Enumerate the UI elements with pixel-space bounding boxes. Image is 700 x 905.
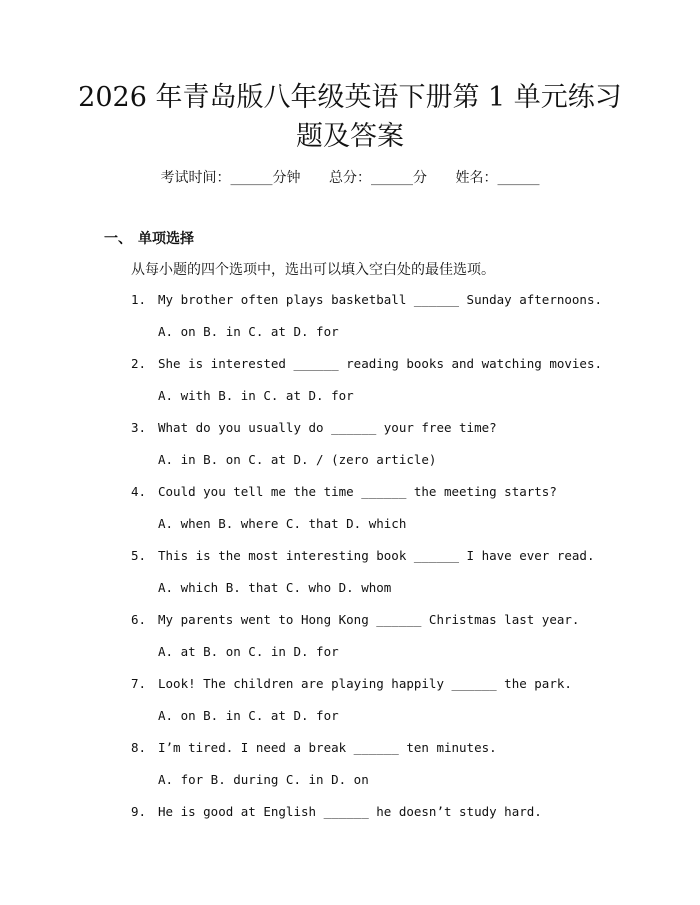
- question-number: 7.: [131, 676, 147, 691]
- question-options: A. which B. that C. who D. whom: [158, 580, 392, 595]
- question-options: A. with B. in C. at D. for: [158, 388, 354, 403]
- question-number: 9.: [131, 804, 147, 819]
- question-text: What do you usually do ______ your free time?: [158, 420, 497, 435]
- section-number: 一、: [104, 231, 132, 247]
- question-item: [131, 674, 572, 694]
- question-number: 3.: [131, 420, 147, 435]
- question-number: 6.: [131, 612, 147, 627]
- total-score-field: 总分：______分: [329, 170, 427, 186]
- question-item: [131, 354, 602, 374]
- section-instruction: 从每小题的四个选项中，选出可以填入空白处的最佳选项。: [131, 262, 495, 278]
- title-line-1: 2026 年青岛版八年级英语下册第 1 单元练习: [78, 82, 622, 113]
- question-item: [131, 546, 595, 566]
- question-number: 1.: [131, 292, 147, 307]
- document-title: [0, 78, 700, 156]
- question-options: A. in B. on C. at D. / (zero article): [158, 452, 437, 467]
- question-text: My brother often plays basketball ______ Sunday afternoons.: [158, 292, 603, 307]
- question-options: A. at B. on C. in D. for: [158, 644, 339, 659]
- question-item: [131, 482, 557, 502]
- question-item: [131, 290, 602, 310]
- question-item: [131, 610, 579, 630]
- question-text: Could you tell me the time ______ the meeting starts?: [158, 484, 557, 499]
- question-options: A. for B. during C. in D. on: [158, 772, 369, 787]
- student-name-field: 姓名：______: [455, 170, 540, 186]
- question-item: [131, 418, 497, 438]
- question-item: [131, 738, 497, 758]
- question-text: My parents went to Hong Kong ______ Christmas last year.: [158, 612, 580, 627]
- section-heading: [104, 229, 194, 249]
- question-text: She is interested ______ reading books and watching movies.: [158, 356, 603, 371]
- question-options: A. on B. in C. at D. for: [158, 324, 339, 339]
- title-line-2: 题及答案: [296, 121, 404, 152]
- question-number: 2.: [131, 356, 147, 371]
- question-number: 5.: [131, 548, 147, 563]
- question-options: A. when B. where C. that D. which: [158, 516, 407, 531]
- question-text: This is the most interesting book ______ I have ever read.: [158, 548, 595, 563]
- exam-time-field: 考试时间：______分钟: [160, 170, 301, 186]
- question-options: A. on B. in C. at D. for: [158, 708, 339, 723]
- question-number: 8.: [131, 740, 147, 755]
- question-text: Look! The children are playing happily ______ the park.: [158, 676, 572, 691]
- exam-meta: [0, 168, 700, 188]
- question-text: He is good at English ______ he doesn’t study hard.: [158, 804, 542, 819]
- question-item: [131, 802, 542, 822]
- question-number: 4.: [131, 484, 147, 499]
- section-title: 单项选择: [138, 231, 194, 247]
- question-text: I’m tired. I need a break ______ ten minutes.: [158, 740, 497, 755]
